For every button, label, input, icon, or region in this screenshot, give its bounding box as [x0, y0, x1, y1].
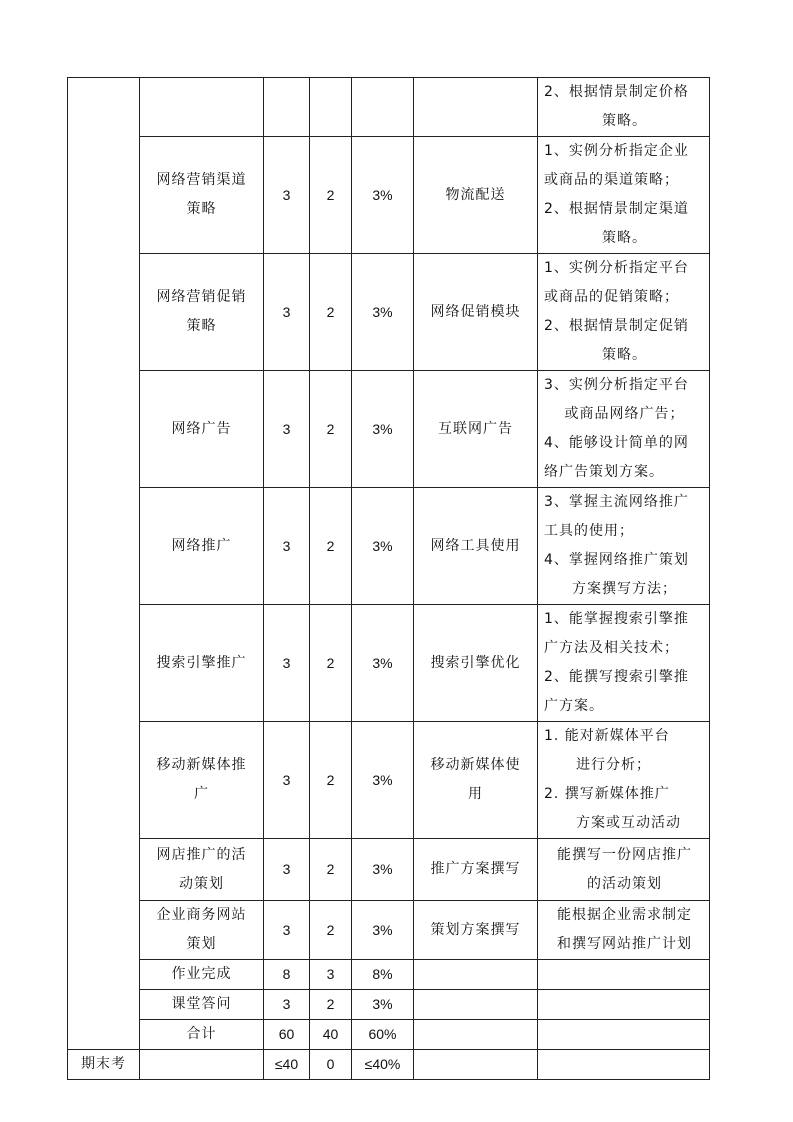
score-cell	[310, 78, 352, 137]
content-cell	[414, 1020, 538, 1050]
summary-row	[68, 990, 710, 1020]
summary-name-cell: 课堂答问	[140, 990, 264, 1020]
target-line: 方案撰写方法；	[572, 581, 677, 597]
table-row	[68, 254, 710, 371]
target-cell	[538, 78, 710, 137]
hours-cell: 3	[264, 488, 310, 605]
weight-cell: 3%	[352, 722, 414, 839]
content-cell: 网络工具使用	[414, 488, 538, 605]
weight-cell: 3%	[352, 254, 414, 371]
hours-cell: 3	[264, 137, 310, 254]
content-cell: 互联网广告	[414, 371, 538, 488]
hours-cell: 3	[264, 901, 310, 960]
target-line: 策略。	[602, 113, 647, 129]
target-line: 方案或互动活动	[576, 815, 681, 831]
target-line: 3、实例分析指定平台	[544, 377, 689, 393]
score-cell: 2	[310, 488, 352, 605]
target-line: 和撰写网站推广计划	[557, 936, 692, 952]
module-name-cell: 移动新媒体推广	[140, 722, 264, 839]
module-name-cell: 企业商务网站策划	[140, 901, 264, 960]
table-row	[68, 839, 710, 901]
target-cell	[538, 960, 710, 990]
summary-row	[68, 1020, 710, 1050]
target-line: 广方案。	[544, 698, 604, 714]
assessment-table	[67, 77, 710, 1080]
score-cell: 40	[310, 1020, 352, 1050]
final-exam-label: 期末考	[68, 1050, 140, 1080]
score-cell: 2	[310, 605, 352, 722]
target-line: 策略。	[602, 347, 647, 363]
content-cell: 物流配送	[414, 137, 538, 254]
target-line: 3、掌握主流网络推广	[544, 494, 689, 510]
module-name-cell: 网店推广的活动策划	[140, 839, 264, 901]
score-cell: 2	[310, 901, 352, 960]
score-cell: 2	[310, 137, 352, 254]
target-line: 广方法及相关技术；	[544, 640, 679, 656]
weight-cell: 3%	[352, 371, 414, 488]
target-cell	[538, 1050, 710, 1080]
target-cell	[538, 1020, 710, 1050]
module-name-cell: 网络营销促销策略	[140, 254, 264, 371]
weight-cell: 3%	[352, 839, 414, 901]
score-cell: 2	[310, 990, 352, 1020]
target-line: 或商品网络广告；	[564, 406, 685, 422]
weight-cell: 3%	[352, 605, 414, 722]
target-line: 1、能掌握搜索引擎推	[544, 611, 689, 627]
target-cell	[538, 722, 710, 839]
target-line: 能根据企业需求制定	[557, 907, 692, 923]
content-cell	[414, 78, 538, 137]
table-row	[68, 78, 710, 137]
target-line: 2、能撰写搜索引擎推	[544, 669, 689, 685]
target-cell	[538, 371, 710, 488]
final-exam-row	[68, 1050, 710, 1080]
target-line: 1、实例分析指定平台	[544, 260, 689, 276]
table-row	[68, 137, 710, 254]
hours-cell: 8	[264, 960, 310, 990]
module-name-cell	[140, 78, 264, 137]
table-row	[68, 488, 710, 605]
target-line: 工具的使用；	[544, 523, 634, 539]
hours-cell: 3	[264, 722, 310, 839]
table-body	[68, 78, 710, 1080]
target-line: 进行分析；	[576, 757, 651, 773]
target-line: 1、实例分析指定企业	[544, 143, 689, 159]
content-cell: 搜索引擎优化	[414, 605, 538, 722]
weight-cell: ≤40%	[352, 1050, 414, 1080]
target-line: 的活动策划	[587, 875, 662, 892]
hours-cell: 3	[264, 990, 310, 1020]
table-row	[68, 722, 710, 839]
table-row	[68, 901, 710, 960]
summary-name-cell: 合计	[140, 1020, 264, 1050]
content-cell	[414, 990, 538, 1020]
module-name-cell: 网络营销渠道策略	[140, 137, 264, 254]
score-cell: 3	[310, 960, 352, 990]
weight-cell: 3%	[352, 901, 414, 960]
weight-cell: 3%	[352, 137, 414, 254]
table-row	[68, 371, 710, 488]
target-line: 策略。	[602, 230, 647, 246]
summary-row	[68, 960, 710, 990]
content-cell: 推广方案撰写	[414, 839, 538, 901]
module-name-cell: 网络广告	[140, 371, 264, 488]
weight-cell: 60%	[352, 1020, 414, 1050]
table-row	[68, 605, 710, 722]
target-cell	[538, 254, 710, 371]
score-cell: 2	[310, 722, 352, 839]
target-line: 2、根据情景制定渠道	[544, 201, 689, 217]
module-name-cell	[140, 1050, 264, 1080]
hours-cell: 3	[264, 254, 310, 371]
weight-cell: 3%	[352, 990, 414, 1020]
target-line: 2、根据情景制定促销	[544, 318, 689, 334]
target-line: 2、根据情景制定价格	[544, 84, 689, 100]
content-cell: 网络促销模块	[414, 254, 538, 371]
target-line: 或商品的促销策略；	[544, 289, 679, 305]
content-cell: 策划方案撰写	[414, 901, 538, 960]
hours-cell	[264, 78, 310, 137]
content-cell	[414, 960, 538, 990]
score-cell: 2	[310, 371, 352, 488]
score-cell: 0	[310, 1050, 352, 1080]
hours-cell: 3	[264, 605, 310, 722]
score-cell: 2	[310, 839, 352, 901]
target-line: 或商品的渠道策略；	[544, 172, 679, 188]
content-cell	[414, 1050, 538, 1080]
target-line: 能撰写一份网店推广	[557, 846, 692, 863]
weight-cell: 3%	[352, 488, 414, 605]
module-name-cell: 网络推广	[140, 488, 264, 605]
target-cell	[538, 605, 710, 722]
target-line: 络广告策划方案。	[544, 464, 664, 480]
summary-name-cell: 作业完成	[140, 960, 264, 990]
hours-cell: 60	[264, 1020, 310, 1050]
weight-cell	[352, 78, 414, 137]
target-cell	[538, 990, 710, 1020]
hours-cell: 3	[264, 839, 310, 901]
weight-cell: 8%	[352, 960, 414, 990]
target-cell	[538, 901, 710, 960]
target-cell	[538, 137, 710, 254]
target-cell	[538, 488, 710, 605]
category-cell	[68, 78, 140, 1050]
target-line: 2. 撰写新媒体推广	[544, 786, 670, 802]
score-cell: 2	[310, 254, 352, 371]
module-name-cell: 搜索引擎推广	[140, 605, 264, 722]
hours-cell: ≤40	[264, 1050, 310, 1080]
target-line: 4、掌握网络推广策划	[544, 552, 689, 568]
target-line: 1. 能对新媒体平台	[544, 728, 670, 744]
target-cell	[538, 839, 710, 901]
hours-cell: 3	[264, 371, 310, 488]
content-cell: 移动新媒体使用	[414, 722, 538, 839]
target-line: 4、能够设计简单的网	[544, 435, 689, 451]
